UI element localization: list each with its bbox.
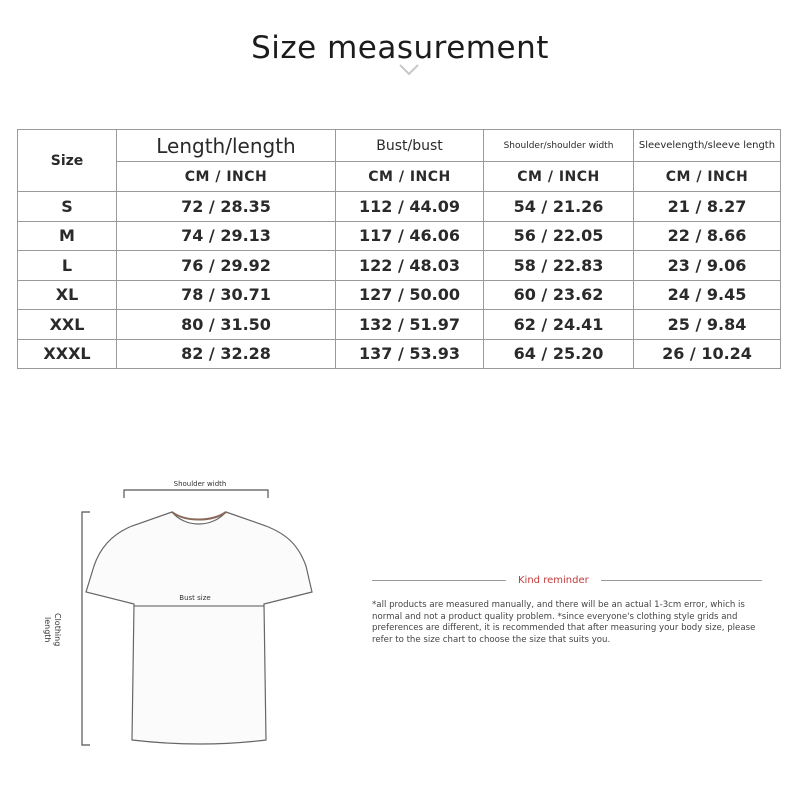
value-cell: 82 / 32.28 bbox=[117, 339, 336, 369]
shoulder-width-label: Shoulder width bbox=[173, 480, 227, 488]
reminder-text: *all products are measured manually, and there will be an actual 1-3cm error, which is normal and not a product quality problem. *since everyone's clothing style grids and preferences are different, it is recommended that after measuring your body size, please refer to the size chart to choose the size that suits you. bbox=[372, 600, 756, 645]
shoulder-column-header: Shoulder/shoulder width bbox=[484, 130, 634, 162]
unit-label: CM / INCH bbox=[634, 162, 781, 192]
value-cell: 56 / 22.05 bbox=[484, 221, 634, 251]
size-column-header: Size bbox=[18, 130, 117, 192]
bust-size-label: Bust size bbox=[179, 594, 211, 602]
tshirt-measurement-diagram bbox=[40, 470, 340, 770]
value-cell: 74 / 29.13 bbox=[117, 221, 336, 251]
value-cell: 127 / 50.00 bbox=[336, 280, 484, 310]
unit-label: CM / INCH bbox=[117, 162, 336, 192]
table-row bbox=[18, 339, 781, 369]
clothing-length-label: Clothing length bbox=[43, 613, 62, 647]
table-row bbox=[18, 251, 781, 281]
value-cell: 26 / 10.24 bbox=[634, 339, 781, 369]
value-cell: 62 / 24.41 bbox=[484, 310, 634, 340]
table-unit-row bbox=[18, 162, 781, 192]
value-cell: 23 / 9.06 bbox=[634, 251, 781, 281]
value-cell: 78 / 30.71 bbox=[117, 280, 336, 310]
table-row bbox=[18, 221, 781, 251]
size-cell: M bbox=[18, 221, 117, 251]
sleeve-column-header: Sleevelength/sleeve length bbox=[634, 130, 781, 162]
size-table bbox=[17, 129, 781, 369]
table-header-row bbox=[18, 130, 781, 162]
value-cell: 132 / 51.97 bbox=[336, 310, 484, 340]
value-cell: 122 / 48.03 bbox=[336, 251, 484, 281]
chevron-down-icon bbox=[398, 62, 420, 78]
value-cell: 64 / 25.20 bbox=[484, 339, 634, 369]
unit-label: CM / INCH bbox=[336, 162, 484, 192]
value-cell: 21 / 8.27 bbox=[634, 192, 781, 222]
kind-reminder bbox=[372, 570, 762, 646]
value-cell: 76 / 29.92 bbox=[117, 251, 336, 281]
value-cell: 24 / 9.45 bbox=[634, 280, 781, 310]
unit-label: CM / INCH bbox=[484, 162, 634, 192]
value-cell: 112 / 44.09 bbox=[336, 192, 484, 222]
size-cell: XL bbox=[18, 280, 117, 310]
value-cell: 58 / 22.83 bbox=[484, 251, 634, 281]
divider bbox=[601, 580, 762, 581]
size-cell: XXL bbox=[18, 310, 117, 340]
bust-column-header: Bust/bust bbox=[336, 130, 484, 162]
size-cell: L bbox=[18, 251, 117, 281]
table-row bbox=[18, 280, 781, 310]
length-column-header: Length/length bbox=[117, 130, 336, 162]
value-cell: 54 / 21.26 bbox=[484, 192, 634, 222]
value-cell: 80 / 31.50 bbox=[117, 310, 336, 340]
value-cell: 22 / 8.66 bbox=[634, 221, 781, 251]
table-row bbox=[18, 192, 781, 222]
value-cell: 25 / 9.84 bbox=[634, 310, 781, 340]
reminder-title: Kind reminder bbox=[518, 574, 589, 586]
tshirt-icon bbox=[40, 470, 340, 770]
divider bbox=[372, 580, 506, 581]
table-row bbox=[18, 310, 781, 340]
value-cell: 60 / 23.62 bbox=[484, 280, 634, 310]
value-cell: 137 / 53.93 bbox=[336, 339, 484, 369]
size-cell: XXXL bbox=[18, 339, 117, 369]
value-cell: 117 / 46.06 bbox=[336, 221, 484, 251]
value-cell: 72 / 28.35 bbox=[117, 192, 336, 222]
size-cell: S bbox=[18, 192, 117, 222]
page-title: Size measurement bbox=[251, 30, 549, 66]
